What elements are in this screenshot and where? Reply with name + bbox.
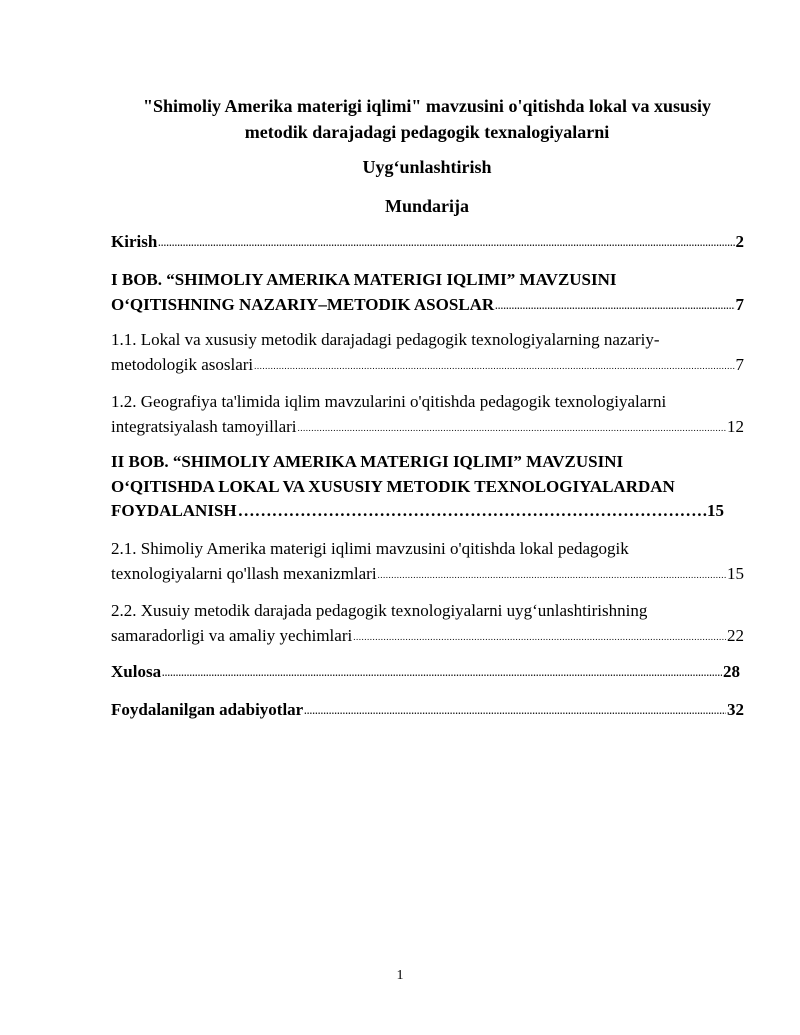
document-title [110, 93, 744, 145]
document-subtitle: Uyg‘unlashtirish [362, 157, 492, 177]
toc-entry-label: Foydalanilgan adabiyotlar [111, 700, 304, 719]
toc-leader [378, 561, 726, 588]
toc-page-number: 32 [727, 700, 744, 719]
toc-entry-text: 2.2. Xusuiy metodik darajada pedagogik texnologiyalarni uyg‘unlashtirishning [111, 601, 648, 620]
title-line-1: "Shimoliy Amerika materigi iqlimi" mavzusini o'qitishda lokal va xususiy [142, 96, 712, 116]
toc-page-number: 22 [727, 625, 744, 645]
toc-leader [495, 292, 734, 319]
toc-entry-text: O‘QITISHDA LOKAL VA XUSUSIY METODIK TEXNOLOGIYALARDAN [111, 476, 675, 496]
toc-entry-text: I BOB. “SHIMOLIY AMERIKA MATERIGI IQLIMI” MAVZUSINI [111, 270, 617, 289]
toc-entry-kirish[interactable] [111, 230, 744, 257]
toc-entry-label: samaradorligi va amaliy yechimlari [111, 625, 353, 645]
toc-page-number: 28 [723, 662, 740, 681]
toc-leader [238, 499, 702, 524]
toc-leader [162, 659, 722, 686]
toc-entry-label: integratsiyalash tamoyillari [111, 416, 297, 436]
toc-entry-xulosa[interactable] [111, 660, 744, 687]
toc-heading: Mundarija [384, 196, 469, 216]
toc-entry-label: Xulosa [111, 662, 162, 681]
toc-leader [353, 623, 726, 650]
toc-entry-label: O‘QITISHNING NAZARIY–METODIK ASOSLAR [111, 294, 495, 314]
toc-page-number: 2 [735, 232, 744, 251]
toc-entry-text: II BOB. “SHIMOLIY AMERIKA MATERIGI IQLIMI” MAVZUSINI [111, 452, 624, 471]
toc-page-number: 12 [727, 416, 744, 436]
toc-leader [298, 414, 726, 441]
toc-page-number: .15 [702, 501, 724, 520]
toc-entry-2-1[interactable] [111, 537, 744, 588]
toc-entry-2-2[interactable] [111, 599, 744, 650]
toc-page-number: 7 [735, 294, 744, 314]
toc-leader [254, 352, 734, 379]
toc-page-number: 15 [727, 563, 744, 583]
toc-entry-1-1[interactable] [111, 328, 744, 379]
toc-page-number: 7 [735, 354, 744, 374]
toc-entry-1-2[interactable] [111, 390, 744, 441]
toc-entry-text: 2.1. Shimoliy Amerika materigi iqlimi mavzusini o'qitishda lokal pedagogik [111, 539, 629, 558]
toc-entry-chapter-1[interactable] [111, 268, 744, 319]
toc-entry-chapter-2[interactable] [111, 450, 744, 524]
toc-leader [158, 229, 734, 256]
toc-entry-text: 1.1. Lokal va xususiy metodik darajadagi pedagogik texnologiyalarning nazariy- [111, 330, 660, 349]
toc-entry-text: 1.2. Geografiya ta'limida iqlim mavzularini o'qitishda pedagogik texnologiyalarni [111, 392, 667, 411]
toc-entry-label: metodologik asoslari [111, 354, 254, 374]
toc-entry-label: FOYDALANISH [111, 501, 237, 520]
title-line-2: metodik darajadagi pedagogik texnalogiyalarni [244, 122, 610, 142]
page-number: 1 [396, 968, 404, 983]
toc-entry-references[interactable] [111, 698, 744, 725]
toc-entry-label: texnologiyalarni qo'llash mexanizmlari [111, 563, 377, 583]
toc-leader [304, 697, 726, 724]
toc-entry-label: Kirish [111, 232, 158, 251]
